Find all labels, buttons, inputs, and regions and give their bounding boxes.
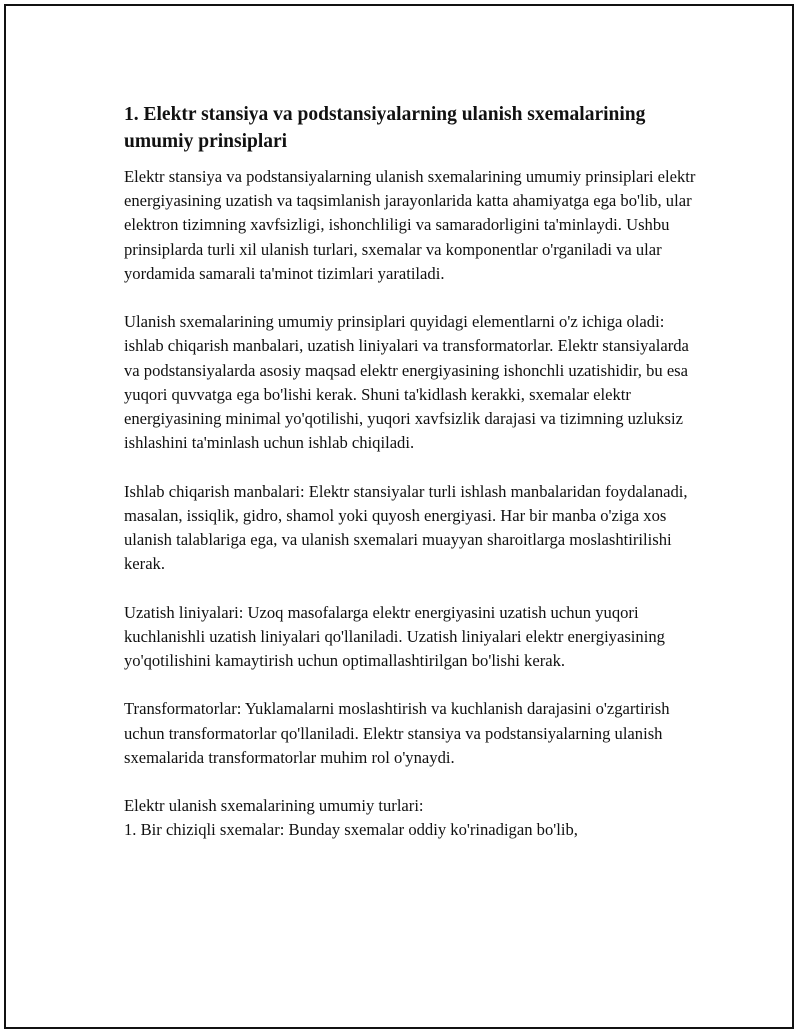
page-frame	[4, 4, 794, 1029]
section-heading: 1. Elektr stansiya va podstansiyalarning ulanish sxemalarining umumiy prinsiplari	[124, 104, 646, 152]
paragraph-lines: Uzatish liniyalari: Uzoq masofalarga elektr energiyasini uzatish uchun yuqori kuchlanishli uzatish liniyalari qo'llaniladi. Uzatish liniyalari elektr energiyasining yo'qotilishini kamaytirish uchun optimallashtirilgan bo'lishi kerak.	[124, 602, 665, 671]
paragraph-sources: Ishlab chiqarish manbalari: Elektr stansiyalar turli ishlash manbalaridan foydalanadi, masalan, issiqlik, gidro, shamol yoki quyosh energiyasi. Har bir manba o'ziga xos ulanish talablariga ega, va ulanish sxemalari muayyan sharoitlarga moslashtirilishi kerak.	[124, 481, 688, 574]
list-intro: Elektr ulanish sxemalarining umumiy turlari:	[124, 796, 424, 816]
list-item: 1. Bir chiziqli sxemalar: Bunday sxemalar oddiy ko'rinadigan bo'lib,	[124, 820, 578, 840]
paragraph-intro: Elektr stansiya va podstansiyalarning ulanish sxemalarining umumiy prinsiplari elektr energiyasining uzatish va taqsimlanish jarayonlarida katta ahamiyatga ega bo'lib, ular elektron tizimning xavfsizligi, ishonchliligi va samaradorligini ta'minlaydi. Ushbu prinsiplarda turli xil ulanish turlari, sxemalar va komponentlar o'rganiladi va ular yordamida samarali ta'minot tizimlari yaratiladi.	[124, 167, 696, 283]
document-body	[124, 101, 704, 843]
paragraph-principles: Ulanish sxemalarining umumiy prinsiplari quyidagi elementlarni o'z ichiga oladi: ishlab chiqarish manbalari, uzatish liniyalari va transformatorlar. Elektr stansiyalarda va podstansiyalarda asosiy maqsad elektr energiyasining ishonchli uzatishidir, bu esa yuqori quvvatga ega bo'lishi kerak. Shuni ta'kidlash kerakki, sxemalar elektr energiyasining minimal yo'qotilishi, yuqori xavfsizlik darajasi va tizimning uzluksiz ishlashini ta'minlash uchun ishlab chiqiladi.	[124, 312, 689, 453]
paragraph-transformers: Transformatorlar: Yuklamalarni moslashtirish va kuchlanish darajasini o'zgartirish uchun transformatorlar qo'llaniladi. Elektr stansiya va podstansiyalarning ulanish sxemalarida transformatorlar muhim rol o'ynaydi.	[124, 699, 670, 767]
